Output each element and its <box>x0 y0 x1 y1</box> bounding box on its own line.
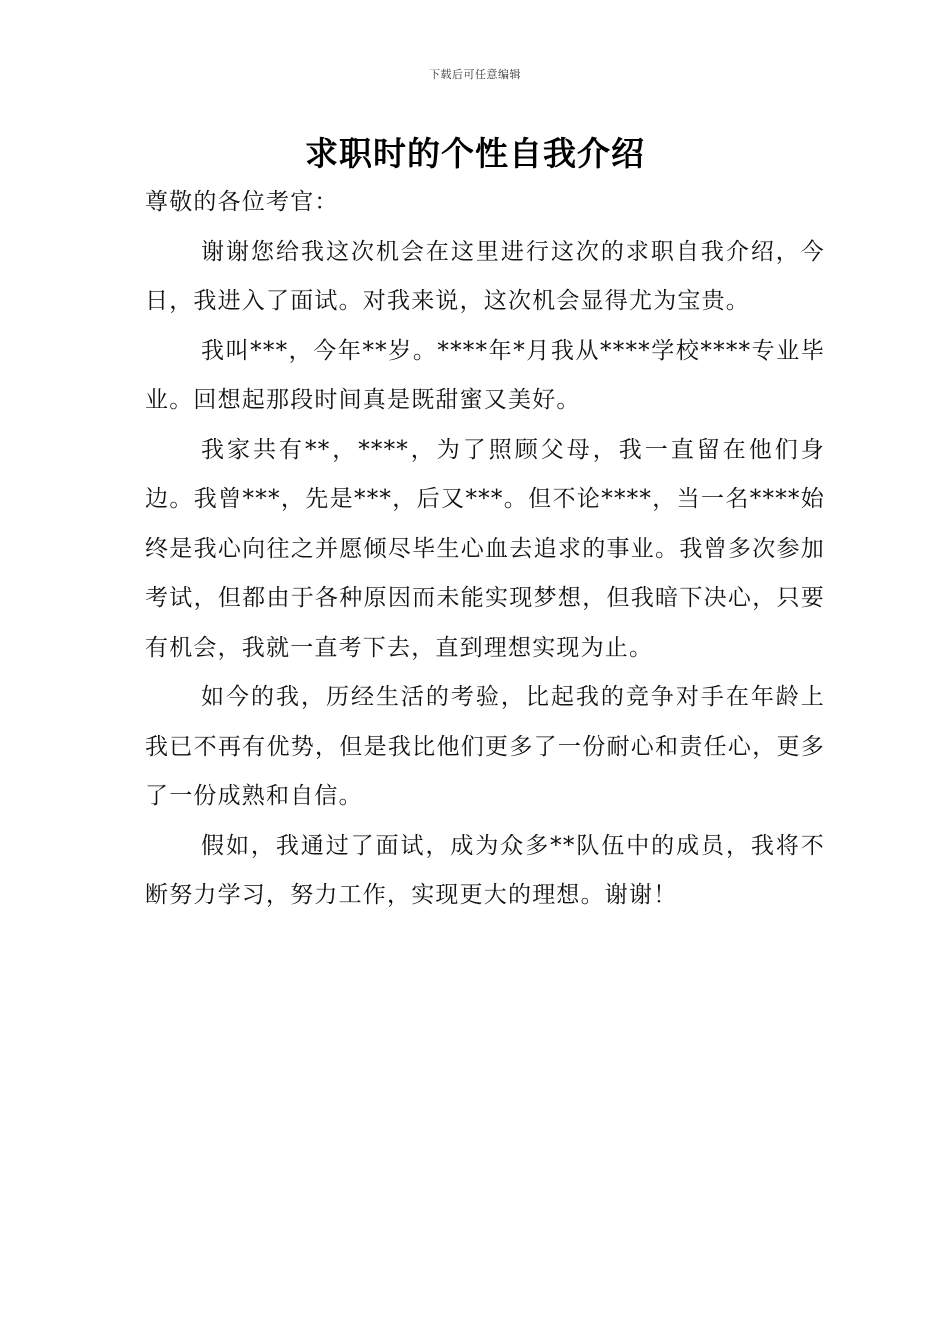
document-title: 求职时的个性自我介绍 <box>305 134 645 173</box>
paragraph-present-self: 如今的我，历经生活的考验，比起我的竞争对手在年龄上我已不再有优势，但是我比他们更多了一份耐心和责任心，更多了一份成熟和自信。 <box>145 684 825 809</box>
header-note: 下载后可任意编辑 <box>429 68 521 81</box>
document-body <box>145 178 825 921</box>
salutation: 尊敬的各位考官： <box>145 189 339 215</box>
paragraph-family-and-aspiration: 我家共有**，****，为了照顾父母，我一直留在他们身边。我曾***，先是***，后又***。但不论****，当一名****始终是我心向往之并愿倾尽毕生心血去追求的事业。我曾多次参加考试，但都由于各种原因而未能实现梦想，但我暗下决心，只要有机会，我就一直考下去，直到理想实现为止。 <box>145 436 825 661</box>
paragraph-thanks: 谢谢您给我这次机会在这里进行这次的求职自我介绍，今日，我进入了面试。对我来说，这次机会显得尤为宝贵。 <box>145 238 825 314</box>
paragraph-closing: 假如，我通过了面试，成为众多**队伍中的成员，我将不断努力学习，努力工作，实现更大的理想。谢谢！ <box>145 832 825 908</box>
paragraph-background: 我叫***，今年**岁。****年*月我从****学校****专业毕业。回想起那段时间真是既甜蜜又美好。 <box>145 337 825 413</box>
